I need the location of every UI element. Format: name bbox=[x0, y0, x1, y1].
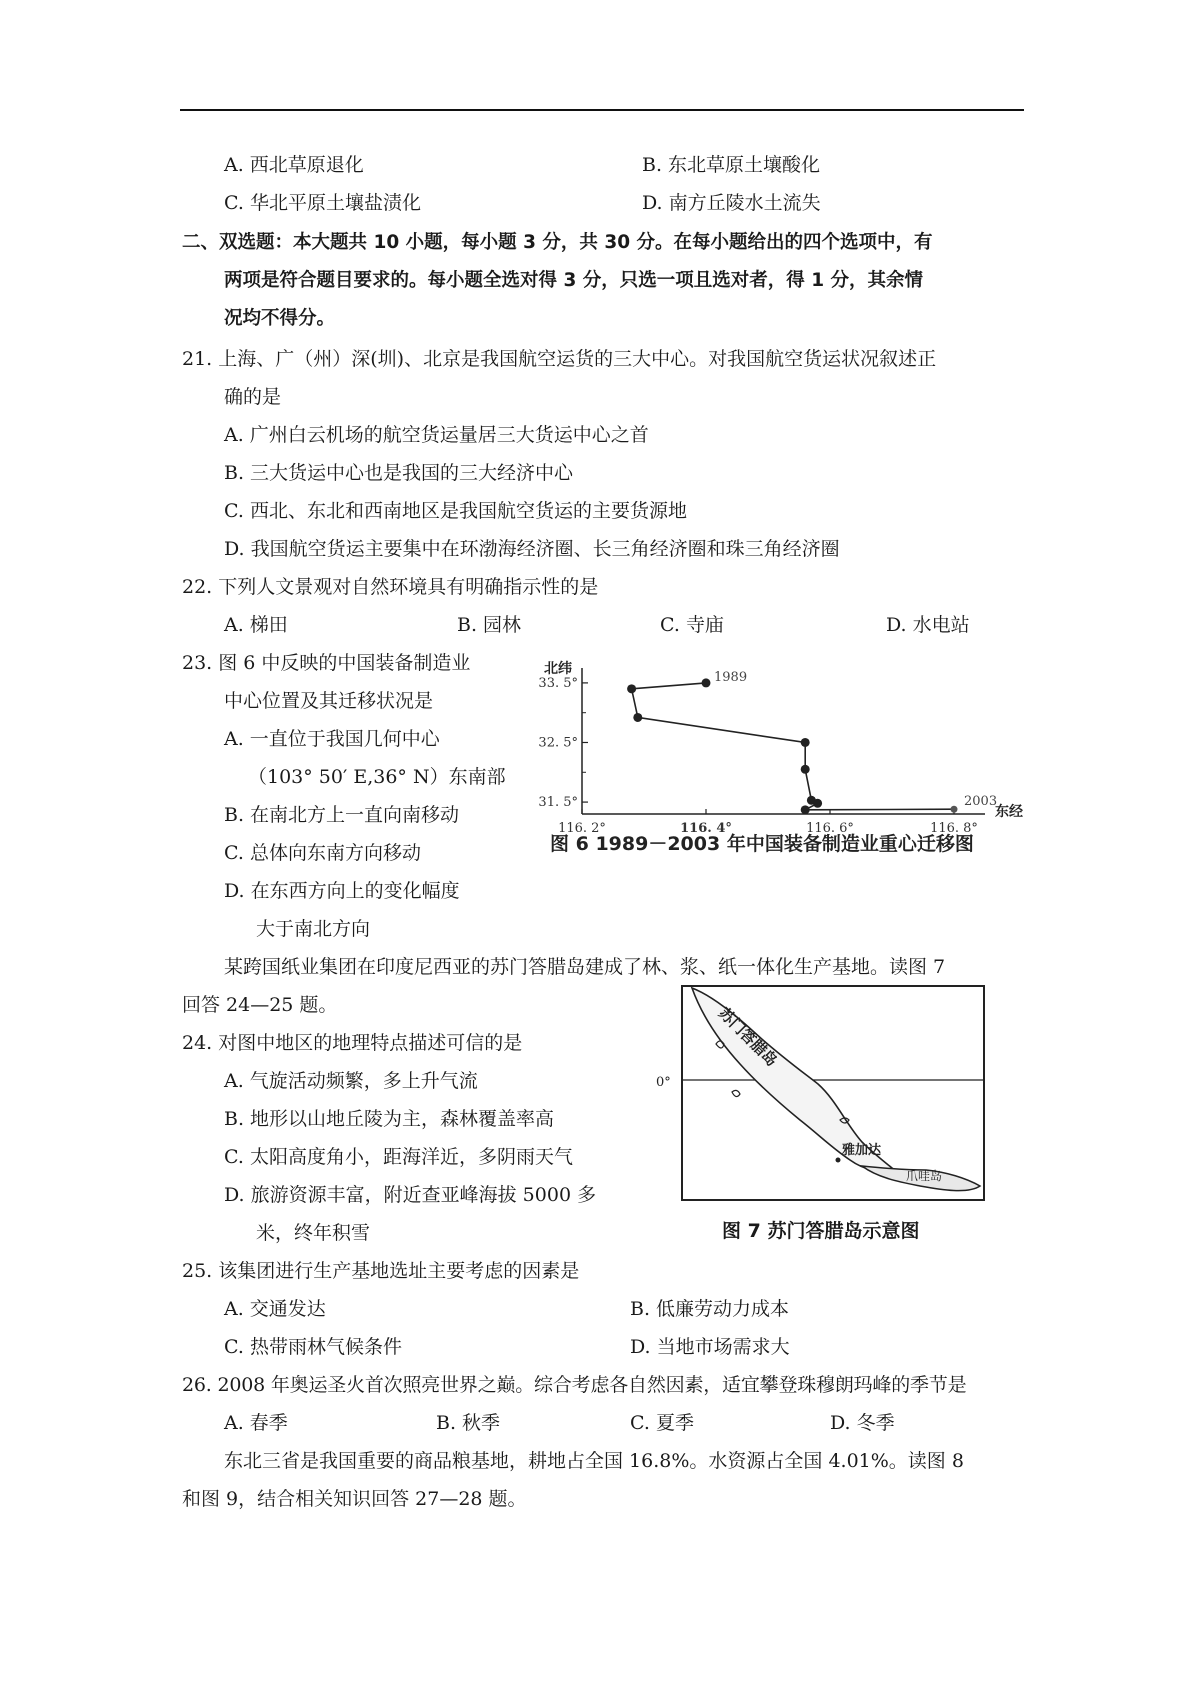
fig6-y-axis-label: 北纬 bbox=[544, 661, 572, 677]
q23-stem-line1: 23. 图 6 中反映的中国装备制造业 bbox=[182, 652, 471, 674]
fig6-x-tick-label: 116. 4° bbox=[680, 821, 732, 836]
section2-line2: 两项是符合题目要求的。每小题全选对得 3 分，只选一项且选对者，得 1 分，其余情 bbox=[224, 270, 924, 291]
fig6-y-tick-label: 31. 5° bbox=[538, 795, 578, 811]
section2-line1: 二、双选题：本大题共 10 小题，每小题 3 分，共 30 分。在每小题给出的四个选项中，有 bbox=[182, 232, 933, 253]
q24-option-a: A. 气旋活动频繁，多上升气流 bbox=[224, 1070, 478, 1092]
fig7-caption: 图 7 苏门答腊岛示意图 bbox=[722, 1220, 920, 1242]
q20-option-a: A. 西北草原退化 bbox=[224, 154, 364, 176]
fig6-data-point bbox=[801, 738, 810, 747]
q23-option-c: C. 总体向东南方向移动 bbox=[224, 842, 421, 864]
intro24-line1: 某跨国纸业集团在印度尼西亚的苏门答腊岛建成了林、浆、纸一体化生产基地。读图 7 bbox=[224, 956, 946, 978]
q21-option-b: B. 三大货运中心也是我国的三大经济中心 bbox=[224, 462, 574, 484]
q25-option-b: B. 低廉劳动力成本 bbox=[630, 1298, 790, 1320]
q20-option-c: C. 华北平原土壤盐渍化 bbox=[224, 192, 421, 214]
q26-option-a: A. 春季 bbox=[224, 1412, 288, 1434]
fig7-island-label: 苏门答腊岛 bbox=[715, 1004, 781, 1070]
intro24-line2: 回答 24—25 题。 bbox=[182, 994, 338, 1016]
fig7-jakarta-marker bbox=[836, 1158, 841, 1163]
fig7-city-label: 雅加达 bbox=[842, 1143, 882, 1158]
fig6-x-tick-label: 116. 8° bbox=[930, 821, 978, 836]
fig6-data-point bbox=[702, 678, 711, 687]
q24-option-c: C. 太阳高度角小，距海洋近，多阴雨天气 bbox=[224, 1146, 573, 1168]
fig6-data-point bbox=[627, 684, 636, 693]
q24-option-b: B. 地形以山地丘陵为主，森林覆盖率高 bbox=[224, 1108, 555, 1130]
q21-option-a: A. 广州白云机场的航空货运量居三大货运中心之首 bbox=[224, 424, 649, 446]
fig6-y-ticks bbox=[538, 676, 588, 810]
q20-option-b: B. 东北草原土壤酸化 bbox=[642, 154, 821, 176]
figure6-chart bbox=[530, 654, 1030, 864]
figure7-map bbox=[650, 984, 988, 1206]
q25-option-c: C. 热带雨林气候条件 bbox=[224, 1336, 402, 1358]
q26-option-d: D. 冬季 bbox=[830, 1412, 895, 1434]
q20-option-d: D. 南方丘陵水土流失 bbox=[642, 192, 821, 214]
q24-option-d-line1: D. 旅游资源丰富，附近查亚峰海拔 5000 多 bbox=[224, 1184, 597, 1206]
fig6-caption: 图 6 1989－2003 年中国装备制造业重心迁移图 bbox=[550, 833, 974, 855]
q22-option-d: D. 水电站 bbox=[886, 614, 970, 636]
q23-option-a-line2: （103° 50′ E,36° N）东南部 bbox=[248, 766, 506, 788]
fig6-y-tick-label: 32. 5° bbox=[538, 735, 578, 751]
q23-stem-line2: 中心位置及其迁移状况是 bbox=[224, 690, 434, 712]
intro27-line1: 东北三省是我国重要的商品粮基地，耕地占全国 16.8%。水资源占全国 4.01%。读图 8 bbox=[224, 1450, 964, 1472]
fig6-migration-line bbox=[632, 683, 954, 810]
fig6-x-tick-label: 116. 2° bbox=[558, 821, 606, 836]
intro27-line2: 和图 9，结合相关知识回答 27—28 题。 bbox=[182, 1488, 527, 1510]
fig6-data-point bbox=[801, 765, 810, 774]
q23-option-b: B. 在南北方上一直向南移动 bbox=[224, 804, 460, 826]
fig7-java-label: 爪哇岛 bbox=[906, 1169, 943, 1183]
fig6-data-point bbox=[813, 799, 822, 808]
fig6-end-label: 2003 bbox=[964, 794, 998, 810]
fig6-start-label: 1989 bbox=[714, 669, 748, 685]
q26-option-b: B. 秋季 bbox=[436, 1412, 501, 1434]
q25-option-d: D. 当地市场需求大 bbox=[630, 1336, 790, 1358]
q21-stem-line1: 21. 上海、广（州）深(圳)、北京是我国航空运货的三大中心。对我国航空货运状况叙述正 bbox=[182, 348, 937, 370]
q24-stem: 24. 对图中地区的地理特点描述可信的是 bbox=[182, 1032, 523, 1054]
q22-option-a: A. 梯田 bbox=[224, 614, 288, 636]
fig6-data-point bbox=[801, 805, 810, 814]
fig7-equator-label: 0° bbox=[656, 1075, 671, 1090]
fig6-points bbox=[627, 678, 957, 814]
q26-option-c: C. 夏季 bbox=[630, 1412, 694, 1434]
q21-option-c: C. 西北、东北和西南地区是我国航空货运的主要货源地 bbox=[224, 500, 687, 522]
q23-option-d-line1: D. 在东西方向上的变化幅度 bbox=[224, 880, 460, 902]
fig6-x-tick-label: 116. 6° bbox=[806, 821, 854, 836]
q22-option-b: B. 园林 bbox=[457, 614, 522, 636]
section2-line3: 况均不得分。 bbox=[224, 308, 336, 329]
fig6-x-axis-label: 东经 bbox=[995, 804, 1023, 820]
q21-stem-line2: 确的是 bbox=[224, 386, 282, 408]
q25-option-a: A. 交通发达 bbox=[224, 1298, 326, 1320]
fig6-data-point bbox=[633, 713, 642, 722]
q22-stem: 22. 下列人文景观对自然环境具有明确指示性的是 bbox=[182, 576, 599, 598]
q21-option-d: D. 我国航空货运主要集中在环渤海经济圈、长三角经济圈和珠三角经济圈 bbox=[224, 538, 840, 560]
q22-option-c: C. 寺庙 bbox=[660, 614, 724, 636]
q24-option-d-line2: 米，终年积雪 bbox=[256, 1222, 371, 1244]
q23-option-a-line1: A. 一直位于我国几何中心 bbox=[224, 728, 440, 750]
q23-option-d-line2: 大于南北方向 bbox=[256, 918, 371, 940]
q26-stem: 26. 2008 年奥运圣火首次照亮世界之巅。综合考虑各自然因素，适宜攀登珠穆朗玛峰的季节是 bbox=[182, 1374, 967, 1396]
header-rule bbox=[180, 109, 1024, 111]
fig6-y-tick-label: 33. 5° bbox=[538, 675, 578, 691]
fig6-x-ticks bbox=[558, 809, 978, 836]
q25-stem: 25. 该集团进行生产基地选址主要考虑的因素是 bbox=[182, 1260, 580, 1282]
fig6-data-point bbox=[951, 806, 958, 813]
